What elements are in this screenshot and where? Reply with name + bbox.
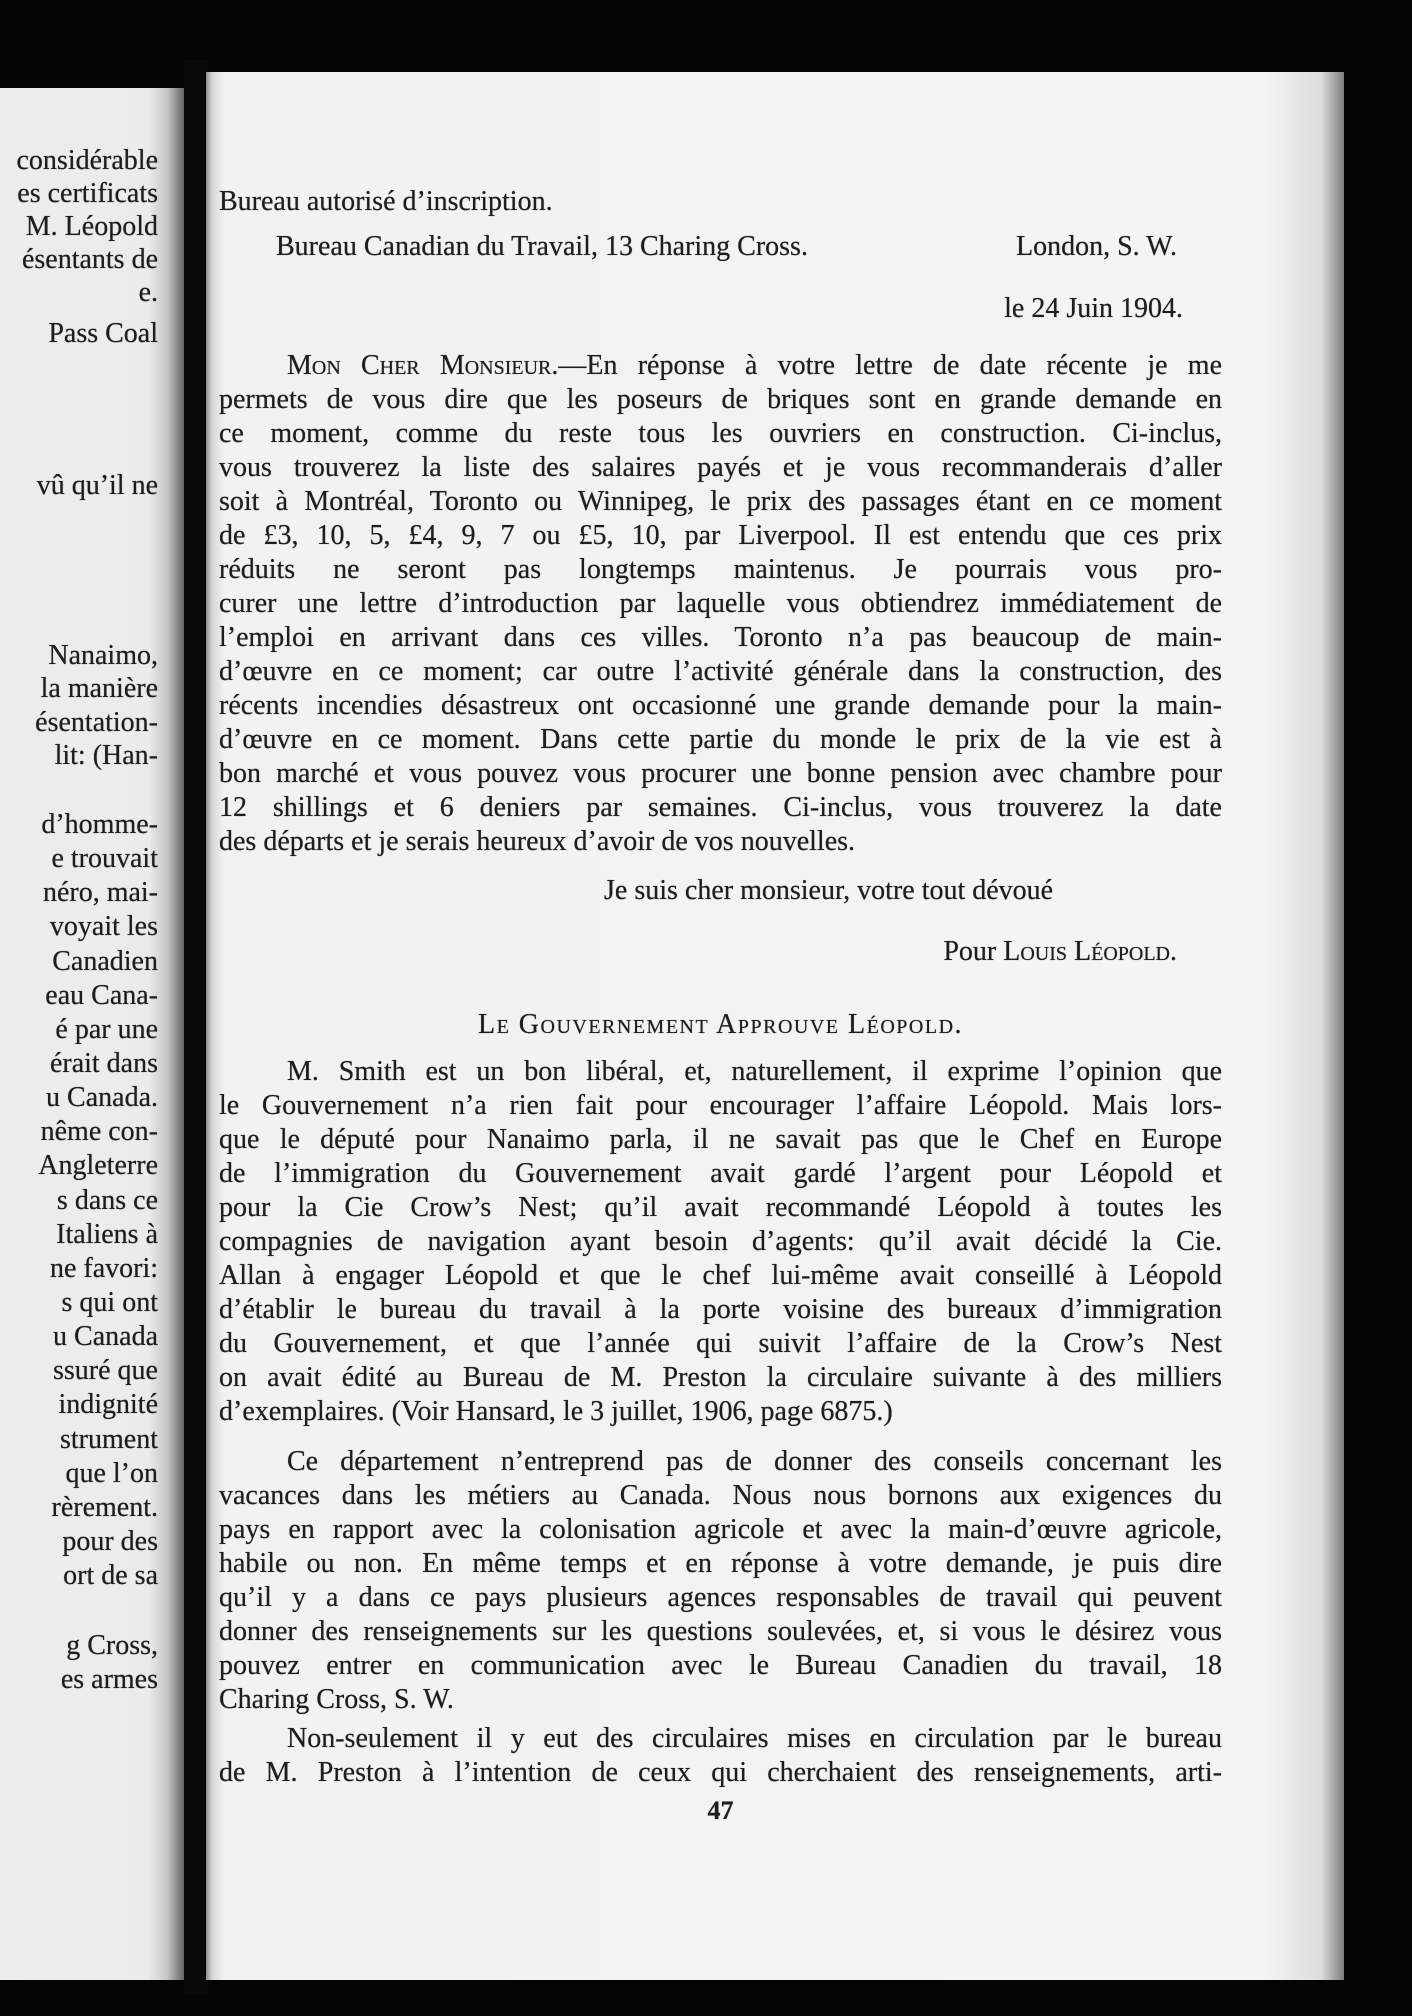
left-page-fragment [0, 88, 186, 1980]
left-page-line: s dans ce [56, 1184, 158, 1216]
letter-line: soit à Montréal, Toronto ou Winnipeg, le prix des passages étant en ce moment [219, 486, 1222, 517]
letter-line: des départs et je serais heureux d’avoir de vos nouvelles. [219, 826, 856, 857]
left-page-line: ésentants de [21, 244, 158, 275]
paragraph-line: M. Smith est un bon libéral, et, naturellement, il exprime l’opinion que [287, 1056, 1222, 1087]
left-page-line: u Canada [53, 1321, 158, 1353]
paragraph-line: habile ou non. En même temps et en réponse à votre demande, je puis dire [219, 1548, 1222, 1579]
left-page-line: rèrement. [51, 1491, 158, 1523]
left-page-line: ne favori: [49, 1252, 158, 1284]
paragraph-line: vacances dans les métiers au Canada. Nous nous bornons aux exigences du [219, 1480, 1222, 1511]
paragraph [219, 1445, 1222, 1717]
salutation: Mon Cher Monsieur [287, 350, 552, 381]
left-page-line: g Cross, [66, 1630, 158, 1661]
left-page-line: que l’on [65, 1457, 158, 1489]
letter-line: d’œuvre en ce moment; car outre l’activité générale dans la construction, des [219, 656, 1222, 687]
letter-line: bon marché et vous pouvez vous procurer une bonne pension avec chambre pour [219, 758, 1222, 789]
paragraph [219, 1055, 1222, 1429]
left-page-line: néro, mai- [42, 877, 158, 909]
left-page-text-block [0, 808, 186, 1593]
letter-line: l’emploi en arrivant dans ces villes. Toronto n’a pas beaucoup de main- [219, 622, 1222, 653]
letter-line: 12 shillings et 6 deniers par semaines. Ci-inclus, vous trouverez la date [219, 792, 1222, 823]
left-page-line: ssuré que [53, 1355, 158, 1387]
left-page-line: s qui ont [61, 1286, 158, 1318]
letter-line: ce moment, comme du reste tous les ouvriers en construction. Ci-inclus, [219, 418, 1222, 449]
paragraph-line: pour la Cie Crow’s Nest; qu’il avait recommandé Léopold à toutes les [219, 1192, 1222, 1223]
page-number: 47 [707, 1796, 734, 1825]
left-page-line: eau Cana- [45, 979, 158, 1011]
left-page-line: Nanaimo, [48, 640, 158, 671]
page-gutter [184, 60, 208, 1995]
left-page-line: nême con- [40, 1116, 158, 1148]
left-page-text-block [0, 469, 186, 502]
paragraph-line: Allan à engager Léopold et que le chef lui-même avait conseillé à Léopold [219, 1260, 1222, 1291]
left-page-line: indignité [58, 1389, 158, 1421]
left-page-line: Pass Coal [48, 318, 158, 349]
left-page-line: Canadien [52, 945, 158, 977]
paragraph-line: pouvez entrer en communication avec le Bureau Canadien du travail, 18 [219, 1650, 1222, 1681]
left-page-line: u Canada. [46, 1082, 158, 1114]
letter-line: vous trouverez la liste des salaires payés et je vous recommanderais d’aller [219, 452, 1222, 483]
left-page-line: es armes [60, 1663, 158, 1695]
paragraph-line: pays en rapport avec la colonisation agricole et avec la main-d’œuvre agricole, [219, 1514, 1222, 1545]
left-page-line: lit: (Han- [54, 739, 158, 771]
city-text: London, S. W. [1015, 231, 1177, 262]
paragraph-line: que le député pour Nanaimo parla, il ne savait pas que le Chef en Europe [219, 1124, 1222, 1155]
paragraph-line: qu’il y a dans ce pays plusieurs agences responsables de travail qui peuvent [219, 1582, 1222, 1613]
letter-line-text: .—En réponse à votre lettre de date récente je me [551, 350, 1223, 381]
letter-line: curer une lettre d’introduction par laquelle vous obtiendrez immédiatement de [219, 588, 1222, 619]
left-page-text-block [0, 1629, 186, 1696]
left-page-line: é par une [55, 1013, 158, 1045]
left-page-line: pour des [62, 1525, 158, 1557]
letter-line: réduits ne seront pas longtemps maintenus. Je pourrais vous pro- [219, 554, 1222, 585]
letter-date: le 24 Juin 1904. [1004, 293, 1183, 324]
left-page-line: ort de sa [63, 1560, 158, 1592]
right-page [206, 72, 1344, 1980]
left-page-line: voyait les [49, 911, 158, 943]
left-page-text-block [0, 317, 186, 350]
letter-lines [219, 383, 1222, 859]
paragraph-line: compagnies de navigation ayant besoin d’agents: qu’il avait décidé la Cie. [219, 1226, 1222, 1257]
paragraph-line: Non-seulement il y eut des circulaires mises en circulation par le bureau [287, 1723, 1222, 1754]
address-line [276, 230, 1177, 264]
left-page-line: e trouvait [51, 843, 158, 875]
left-page-line: Italiens à [56, 1218, 158, 1250]
letter-line: de £3, 10, 5, £4, 9, 7 ou £5, 10, par Liverpool. Il est entendu que ces prix [219, 520, 1222, 551]
paragraph-line: du Gouvernement, et que l’année qui suivit l’affaire de la Crow’s Nest [219, 1328, 1222, 1359]
office-line: Bureau autorisé d’inscription. [219, 186, 553, 217]
paragraph-line: le Gouvernement n’a rien fait pour encourager l’affaire Léopold. Mais lors- [219, 1090, 1222, 1121]
left-page-line: érait dans [49, 1047, 158, 1079]
left-page-line: M. Léopold [25, 211, 158, 242]
left-page-line: e. [138, 277, 158, 308]
letter-line: d’œuvre en ce moment. Dans cette partie du monde le prix de la vie est à [219, 724, 1222, 755]
paragraph [219, 1722, 1222, 1790]
paragraph-line: de M. Preston à l’intention de ceux qui cherchaient des renseignements, arti- [219, 1757, 1222, 1788]
letter-closing: Je suis cher monsieur, votre tout dévoué [604, 875, 1054, 906]
letter-body [219, 349, 1222, 859]
paragraph-line: de l’immigration du Gouvernement avait gardé l’argent pour Léopold et [219, 1158, 1222, 1189]
paragraph-line: Charing Cross, S. W. [219, 1684, 454, 1715]
left-page-line: la manière [40, 673, 158, 705]
paragraph-line: d’exemplaires. (Voir Hansard, le 3 juillet, 1906, page 6875.) [219, 1396, 893, 1427]
left-page-line: vû qu’il ne [36, 470, 158, 501]
left-page-line: Angleterre [38, 1150, 158, 1182]
left-page-line: es certificats [17, 178, 158, 209]
paragraph-line: Ce département n’entreprend pas de donner des conseils concernant les [287, 1446, 1222, 1477]
letter-line: permets de vous dire que les poseurs de briques sont en grande demande en [219, 384, 1222, 415]
letter-line: récents incendies désastreux ont occasionné une grande demande pour la main- [219, 690, 1222, 721]
paragraph-line: on avait édité au Bureau de M. Preston la circulaire suivante à des milliers [219, 1362, 1222, 1393]
signature-prefix: Pour [943, 936, 997, 967]
left-page-text-block [0, 144, 186, 309]
letter-line [219, 349, 1222, 383]
left-page-line: strument [60, 1423, 158, 1455]
paragraph-line: d’établir le bureau du travail à la porte voisine des bureaux d’immigration [219, 1294, 1222, 1325]
left-page-line: d’homme- [41, 809, 158, 840]
signature-name: Louis Léopold. [1003, 936, 1177, 967]
left-page-text-block [0, 639, 186, 772]
letter-signature [219, 935, 1177, 969]
address-text: Bureau Canadian du Travail, 13 Charing Cross. [276, 231, 808, 262]
left-page-line: considérable [16, 145, 158, 176]
left-page-line: ésentation- [35, 706, 158, 738]
paragraph-line: donner des renseignements sur les questions soulevées, et, si vous le désirez vous [219, 1616, 1222, 1647]
section-heading: Le Gouvernement Approuve Léopold. [477, 1009, 964, 1040]
